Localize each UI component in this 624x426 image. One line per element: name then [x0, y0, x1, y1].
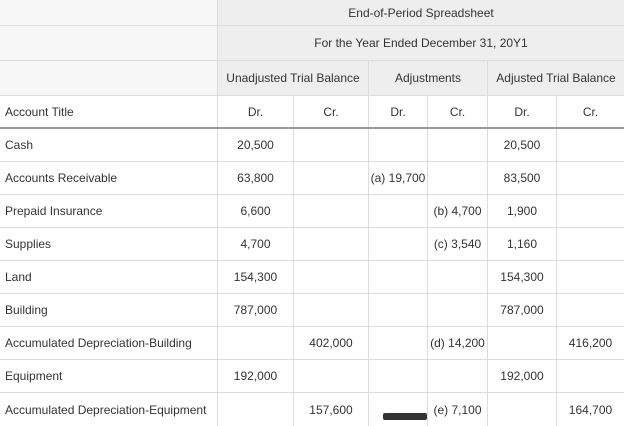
blank-corner: [0, 26, 218, 60]
table-row: [0, 261, 624, 294]
unadjusted-cr: [294, 360, 369, 392]
adjusted-cr: [557, 294, 624, 326]
header-adjustments-dr: Dr.: [369, 96, 428, 127]
unadjusted-dr: 6,600: [218, 195, 294, 227]
table-row: [0, 327, 624, 360]
adjustment-dr: [369, 393, 428, 426]
unadjusted-cr: 402,000: [294, 327, 369, 359]
adjustment-cr: [428, 261, 488, 293]
spreadsheet-title: End-of-Period Spreadsheet: [218, 0, 624, 25]
adjustment-dr: [369, 228, 428, 260]
adjustment-dr: [369, 360, 428, 392]
unadjusted-dr: [218, 327, 294, 359]
unadjusted-cr: [294, 162, 369, 194]
adjustment-dr: [369, 261, 428, 293]
adjusted-dr: 83,500: [488, 162, 557, 194]
account-title: Accumulated Depreciation-Building: [0, 327, 218, 359]
table-row: [0, 228, 624, 261]
table-row: [0, 195, 624, 228]
title-row: [0, 0, 624, 26]
account-title: Prepaid Insurance: [0, 195, 218, 227]
adjusted-dr: 1,160: [488, 228, 557, 260]
adjusted-dr: 787,000: [488, 294, 557, 326]
unadjusted-cr: 157,600: [294, 393, 369, 426]
adjusted-dr: 20,500: [488, 129, 557, 161]
header-unadjusted-cr: Cr.: [294, 96, 369, 127]
adjustment-dr: (a) 19,700: [369, 162, 428, 194]
header-adjustments-cr: Cr.: [428, 96, 488, 127]
scroll-handle[interactable]: [383, 413, 427, 420]
account-title: Cash: [0, 129, 218, 161]
adjustment-dr: [369, 195, 428, 227]
header-adjusted-cr: Cr.: [557, 96, 624, 127]
header-adjusted-dr: Dr.: [488, 96, 557, 127]
table-row: [0, 129, 624, 162]
spreadsheet-period: For the Year Ended December 31, 20Y1: [218, 26, 624, 60]
period-row: [0, 26, 624, 61]
adjusted-cr: [557, 162, 624, 194]
unadjusted-cr: [294, 294, 369, 326]
unadjusted-cr: [294, 228, 369, 260]
account-title: Land: [0, 261, 218, 293]
blank-corner: [0, 0, 218, 25]
group-header-row: [0, 61, 624, 96]
table-row: [0, 393, 624, 420]
adjusted-cr: [557, 261, 624, 293]
adjustment-dr: [369, 129, 428, 161]
unadjusted-dr: 787,000: [218, 294, 294, 326]
adjustment-cr: [428, 129, 488, 161]
adjustment-cr: (d) 14,200: [428, 327, 488, 359]
unadjusted-dr: 63,800: [218, 162, 294, 194]
adjustment-cr: (b) 4,700: [428, 195, 488, 227]
header-unadjusted-dr: Dr.: [218, 96, 294, 127]
adjusted-dr: 1,900: [488, 195, 557, 227]
account-title: Supplies: [0, 228, 218, 260]
unadjusted-dr: 192,000: [218, 360, 294, 392]
adjustment-cr: [428, 162, 488, 194]
unadjusted-dr: 154,300: [218, 261, 294, 293]
group-adjustments: Adjustments: [369, 61, 488, 95]
adjustment-dr: [369, 327, 428, 359]
account-title: Accumulated Depreciation-Equipment: [0, 393, 218, 426]
adjusted-dr: 154,300: [488, 261, 557, 293]
account-title: Building: [0, 294, 218, 326]
unadjusted-cr: [294, 129, 369, 161]
header-account-title: Account Title: [0, 96, 218, 127]
adjustment-cr: [428, 360, 488, 392]
table-row: [0, 360, 624, 393]
adjustment-cr: [428, 294, 488, 326]
adjusted-dr: [488, 393, 557, 426]
unadjusted-dr: [218, 393, 294, 426]
unadjusted-cr: [294, 261, 369, 293]
account-title: Accounts Receivable: [0, 162, 218, 194]
group-unadjusted-trial-balance: Unadjusted Trial Balance: [218, 61, 369, 95]
adjustment-cr: (e) 7,100: [428, 393, 488, 426]
adjusted-cr: [557, 228, 624, 260]
adjusted-cr: [557, 129, 624, 161]
blank-corner: [0, 61, 218, 95]
adjusted-cr: 416,200: [568, 336, 613, 350]
adjusted-cr: 164,700: [568, 402, 613, 417]
unadjusted-dr: 4,700: [218, 228, 294, 260]
unadjusted-cr: [294, 195, 369, 227]
adjusted-cr: [557, 195, 624, 227]
adjusted-cr: [557, 360, 624, 392]
account-title: Equipment: [0, 360, 218, 392]
column-header-row: [0, 96, 624, 129]
table-row: [0, 162, 624, 195]
adjusted-dr: [488, 327, 557, 359]
unadjusted-dr: 20,500: [218, 129, 294, 161]
adjustment-dr: [369, 294, 428, 326]
adjustment-cr: (c) 3,540: [428, 228, 488, 260]
table-row: [0, 294, 624, 327]
adjusted-dr: 192,000: [488, 360, 557, 392]
group-adjusted-trial-balance: Adjusted Trial Balance: [488, 61, 624, 95]
